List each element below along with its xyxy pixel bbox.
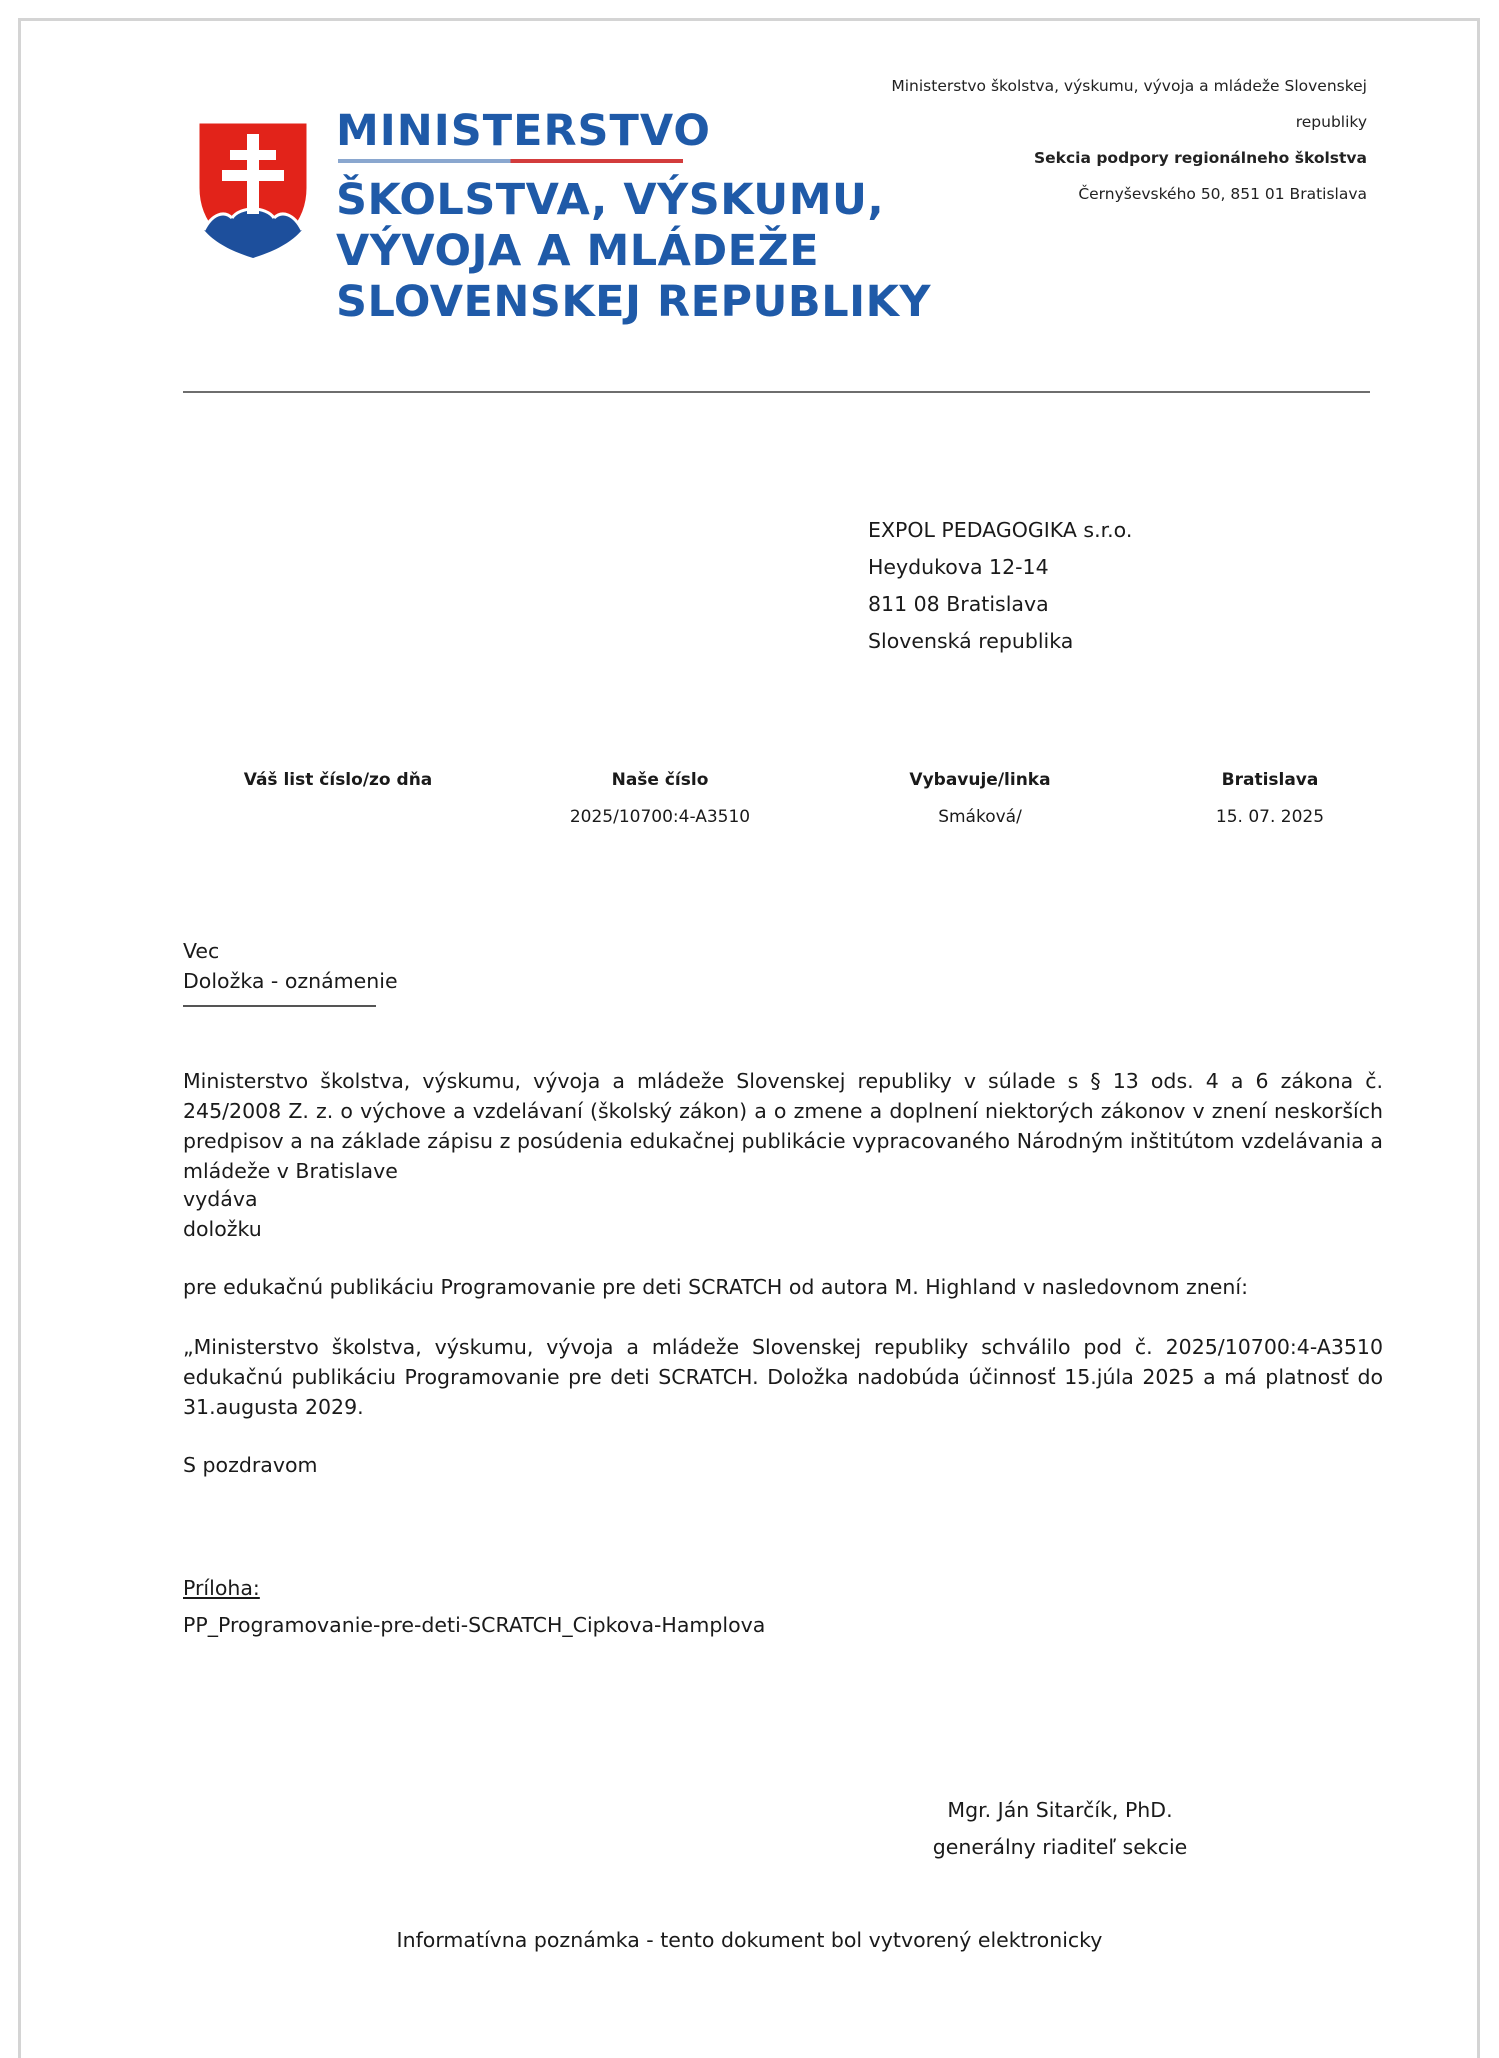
ministry-logo [336,106,932,332]
logo-line-2: ŠKOLSTVA, VÝSKUMU, [336,175,885,225]
subject-label: Vec [183,939,220,963]
header-divider [183,391,1370,393]
subject-block [183,936,398,996]
meta-our-number [540,762,780,836]
logo-divider [338,159,683,163]
attachment-block [183,1570,1383,1644]
logo-line-1: MINISTERSTVO [336,106,711,156]
logo-line-3: VÝVOJA A MLÁDEŽE [336,226,820,276]
meta-handled-by-label: Vybavuje/linka [909,770,1051,790]
body-publication: pre edukačnú publikáciu Programovanie pre deti SCRATCH od autora M. Highland v nasledovnom znení: [183,1275,1249,1299]
slovak-coat-of-arms-icon [194,118,312,260]
signature-block [900,1792,1220,1866]
signatory-name: Mgr. Ján Sitarčík, PhD. [947,1798,1173,1822]
meta-our-number-label: Naše číslo [611,770,709,790]
recipient-country: Slovenská republika [868,629,1074,653]
subject-title: Doložka - oznámenie [183,969,398,993]
sender-org-line-1: Ministerstvo školstva, výskumu, vývoja a mládeže Slovenskej [891,77,1367,95]
recipient-address [868,512,1132,660]
meta-our-number-value: 2025/10700:4-A3510 [569,807,751,827]
meta-place-label: Bratislava [1221,770,1319,790]
meta-your-letter-label: Váš list číslo/zo dňa [243,770,433,790]
recipient-street: Heydukova 12-14 [868,555,1049,579]
sender-block [847,68,1367,212]
meta-your-letter [218,762,458,799]
body-quote: „Ministerstvo školstva, výskumu, vývoja a mládeže Slovenskej republiky schválilo pod č. 2025/10700:4-A3510 edukačnú publikáciu Programovanie pre deti SCRATCH. Doložka nadobúda účinnosť 15.júla 2025 a má platnosť do 31.augusta 2029. [183,1335,1383,1419]
signatory-role: generálny riaditeľ sekcie [932,1835,1188,1859]
logo-line-4: SLOVENSKEJ REPUBLIKY [336,277,932,327]
greeting: S pozdravom [183,1453,318,1477]
sender-address: Černyševského 50, 851 01 Bratislava [1078,185,1367,203]
body-issues-block [183,1184,1383,1244]
meta-handled-by-value: Smáková/ [938,807,1022,827]
attachment-file[interactable]: PP_Programovanie-pre-deti-SCRATCH_Cipkova-Hamplova [183,1613,766,1637]
meta-handled-by [860,762,1100,836]
subject-underline [183,1005,376,1007]
attachment-label: Príloha: [183,1576,260,1600]
body-issues: vydáva [183,1187,258,1211]
sender-org-line-2: republiky [1295,113,1367,131]
body-clause: doložku [183,1217,262,1241]
recipient-name: EXPOL PEDAGOGIKA s.r.o. [868,518,1133,542]
footer-note: Informatívna poznámka - tento dokument bol vytvorený elektronicky [396,1928,1103,1952]
body-intro: Ministerstvo školstva, výskumu, vývoja a mládeže Slovenskej republiky v súlade s § 13 ods. 4 a 6 zákona č. 245/2008 Z. z. o výchove a vzdelávaní (školský zákon) a o zmene a doplnení niektorých zákonov v znení neskorších predpisov a na základe zápisu z posúdenia edukačnej publikácie vypracovaného Národným inštitútom vzdelávania a mládeže v Bratislave [183,1069,1383,1183]
sender-section: Sekcia podpory regionálneho školstva [1034,149,1367,167]
recipient-city: 811 08 Bratislava [868,592,1049,616]
meta-place-date [1150,762,1390,836]
meta-date-value: 15. 07. 2025 [1215,807,1325,827]
